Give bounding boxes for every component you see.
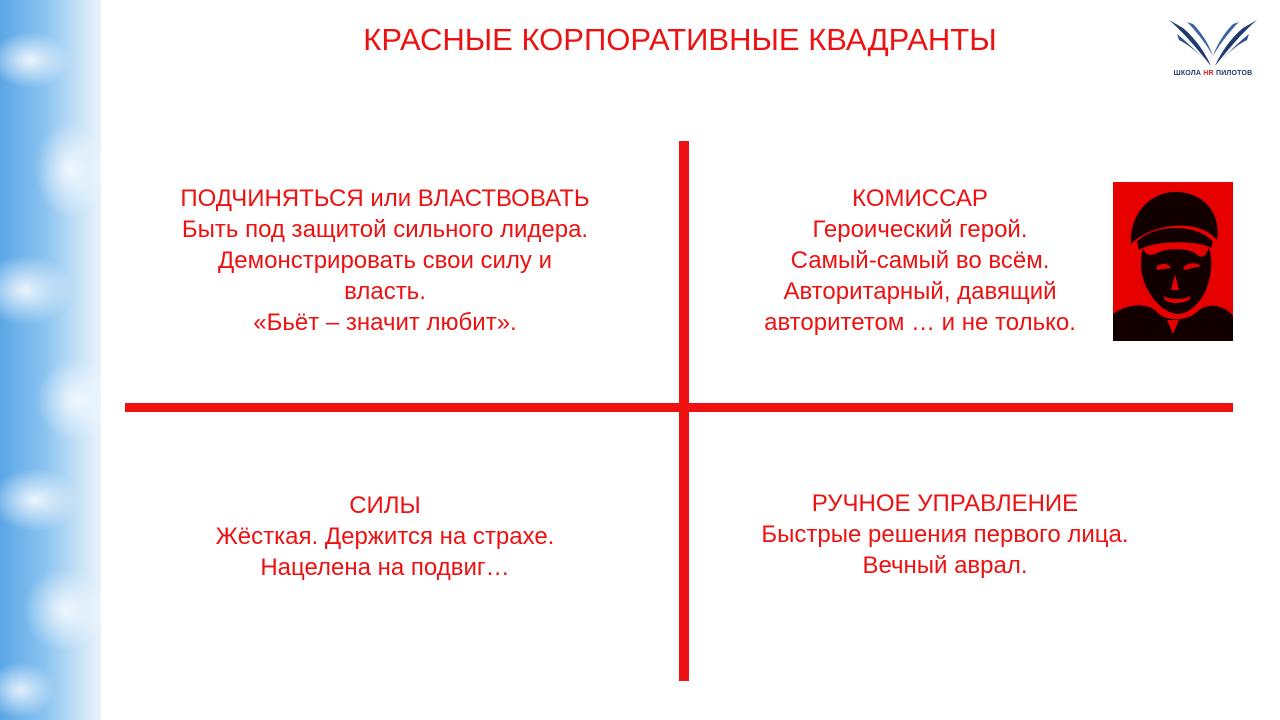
portrait-image [1113,182,1233,341]
quadrant-line: Быть под защитой сильного лидера. [181,216,589,243]
quadrant-line: Вечный аврал. [862,552,1028,579]
quadrant-heading: ПОДЧИНЯТЬСЯ или ВЛАСТВОВАТЬ [180,185,590,212]
revolutionary-portrait-icon [1113,182,1233,341]
quadrant-bottom-right [705,488,1185,581]
sky-background [0,0,101,720]
slide-title: КРАСНЫЕ КОРПОРАТИВНЫЕ КВАДРАНТЫ [363,22,997,57]
wings-logo-icon [1165,16,1261,70]
quadrant-line: «Бьёт – значит любит». [253,309,517,336]
quadrant-line: власть. [344,278,426,305]
quadrant-top-left [135,183,635,338]
quadrant-heading: РУЧНОЕ УПРАВЛЕНИЕ [811,490,1079,517]
quadrant-line: Нацелена на подвиг… [260,554,510,581]
logo-caption: ШКОЛА HR ПИЛОТОВ [1173,70,1253,77]
horizontal-axis-line [125,403,1233,412]
quadrant-line: Героический герой. [812,216,1028,243]
quadrant-bottom-left [135,490,635,583]
quadrant-line: Демонстрировать свои силу и [218,247,552,274]
quadrant-line: Жёсткая. Держится на страхе. [215,523,555,550]
quadrant-top-right [710,183,1130,338]
quadrant-line: Самый-самый во всём. [790,247,1050,274]
school-logo [1165,16,1261,82]
quadrant-heading: КОМИССАР [852,185,988,212]
quadrant-line: авторитетом … и не только. [764,309,1076,336]
quadrant-line: Авторитарный, давящий [783,278,1057,305]
quadrant-heading: СИЛЫ [349,492,421,519]
quadrant-line: Быстрые решения первого лица. [761,521,1129,548]
